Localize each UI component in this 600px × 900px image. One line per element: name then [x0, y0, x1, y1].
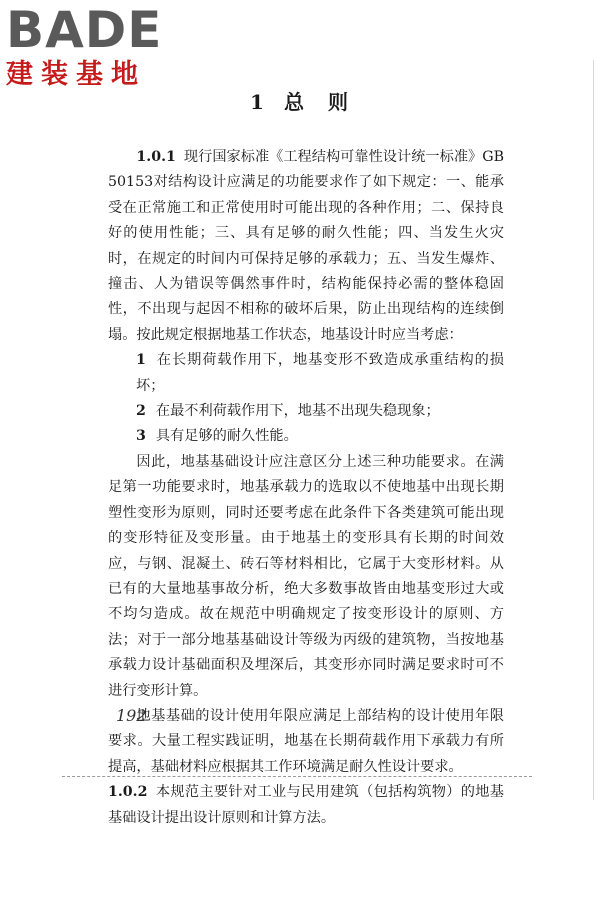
clause-text: 现行国家标准《工程结构可靠性设计统一标准》GB 50153对结构设计应满足的功能要求作了如下规定：一、能承受在正常施工和正常使用时可能出现的各种作用；二、保持良好的使用性能；三、具有足够的耐久性能；四、当发生火灾时，在规定的时间内可保持足够的承载力；五、当发生爆炸、撞击、人为错误等偶然事件时，结构能保持必需的整体稳固性，不出现与起因不相称的破坏后果，防止出现结构的连续倒塌。按此规定根据地基工作状态，地基设计时应当考虑： [108, 149, 504, 343]
list-item-number: 3 [136, 428, 146, 445]
clause-number: 1.0.1 [136, 149, 176, 165]
list-item-text: 在长期荷载作用下，地基变形不致造成承重结构的损坏； [136, 352, 504, 394]
list-item-text: 具有足够的耐久性能。 [155, 428, 298, 445]
clause-text: 本规范主要针对工业与民用建筑（包括构筑物）的地基基础设计提出设计原则和计算方法。 [108, 784, 504, 826]
list-item [108, 399, 504, 424]
chapter-number: 1 [250, 90, 266, 114]
list-item-number: 2 [136, 403, 146, 420]
paragraph: 地基基础的设计使用年限应满足上部结构的设计使用年限要求。大量工程实践证明，地基在长期荷载作用下承载力有所提高，基础材料应根据其工作环境满足耐久性设计要求。 [108, 707, 504, 775]
list-item [108, 424, 504, 449]
chapter-title-part-2: 则 [327, 90, 350, 114]
list-item-text: 在最不利荷载作用下，地基不出现失稳现象； [155, 403, 440, 420]
list-item-number: 1 [136, 352, 146, 369]
clause-1-0-2 [108, 780, 504, 831]
list-item [108, 348, 504, 399]
logo-latin-text: BADE [6, 1, 163, 59]
clause-1-0-1 [108, 145, 504, 348]
bottom-divider [62, 776, 532, 778]
page-number: 192 [116, 706, 147, 725]
page-edge-shadow [593, 60, 594, 800]
watermark-logo [6, 1, 181, 96]
paragraph: 因此，地基基础设计应注意区分上述三种功能要求。在满足第一功能要求时，地基承载力的选取以不使地基中出现长期塑性变形为原则，同时还要考虑在此条件下各类建筑可能出现的变形特征及变形量。由于地基土的变形具有长期的时间效应，与钢、混凝土、砖石等材料相比，它属于大变形材料。从已有的大量地基事故分析，绝大多数事故皆由地基变形过大或不均匀造成。故在规范中明确规定了按变形设计的原则、方法；对于一部分地基基础设计等级为丙级的建筑物，当按地基承载力设计基础面积及埋深后，其变形亦同时满足要求时可不进行变形计算。 [108, 453, 504, 699]
chapter-title-part-1: 总 [283, 90, 306, 114]
logo-chinese-text: 建装基地 [6, 59, 146, 90]
chapter-heading [0, 86, 600, 115]
body-text [108, 145, 504, 831]
clause-number: 1.0.2 [108, 784, 148, 801]
